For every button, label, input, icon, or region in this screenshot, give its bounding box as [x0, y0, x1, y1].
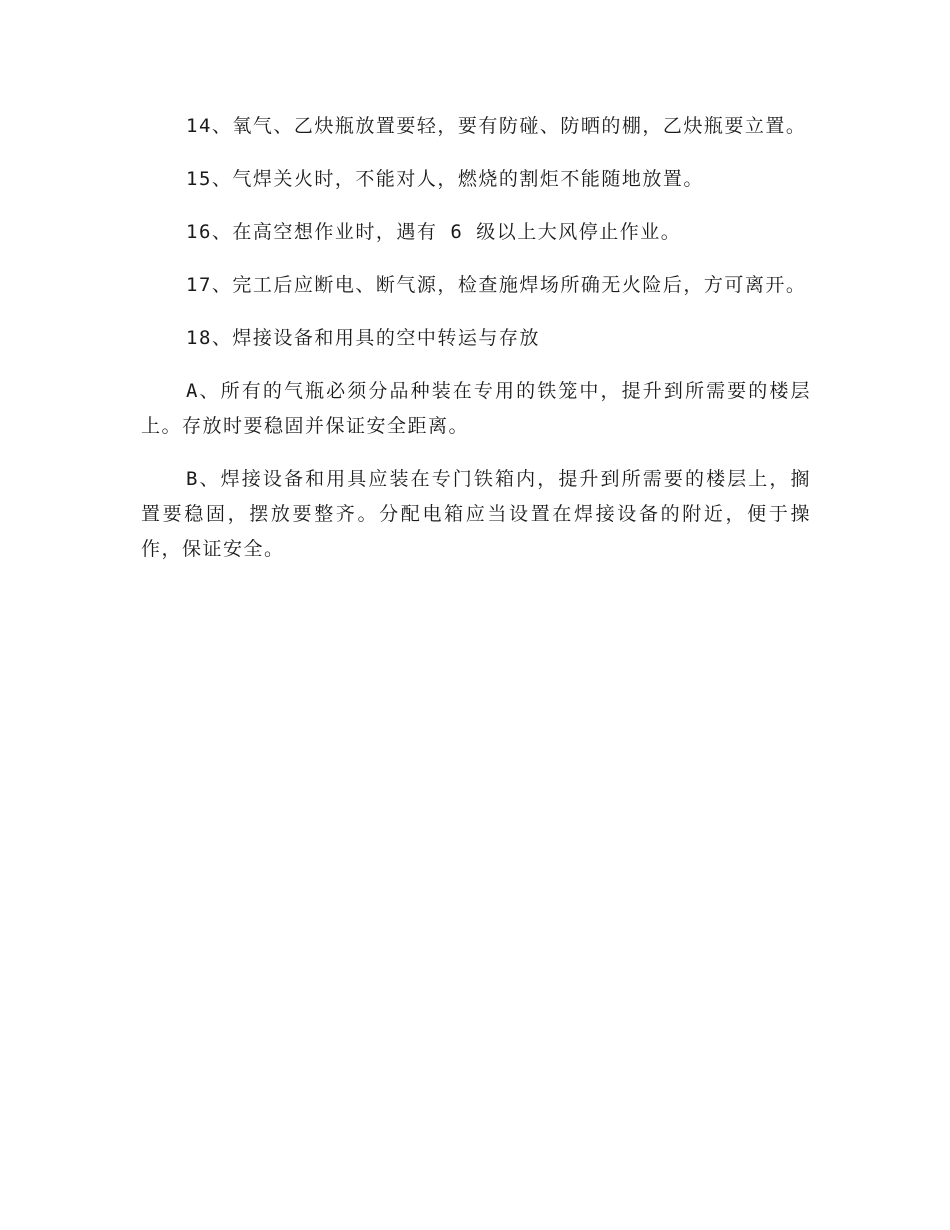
paragraph-item-14: 14、氧气、乙炔瓶放置要轻，要有防碰、防晒的棚，乙炔瓶要立置。 [186, 115, 807, 137]
paragraph-item-b: B、焊接设备和用具应装在专门铁箱内，提升到所需要的楼层上，搁置要稳固，摆放要整齐。分配电箱应当设置在焊接设备的附近，便于操作，保证安全。 [141, 468, 811, 560]
paragraph-item-a: A、所有的气瓶必须分品种装在专用的铁笼中，提升到所需要的楼层上。存放时要稳固并保证安全距离。 [141, 380, 811, 437]
paragraph-item-16: 16、在高空想作业时，遇有 6 级以上大风停止作业。 [186, 221, 682, 243]
document-body [141, 109, 811, 585]
paragraph-item-17: 17、完工后应断电、断气源，检查施焊场所确无火险后，方可离开。 [186, 274, 807, 296]
paragraph-item-18: 18、焊接设备和用具的空中转运与存放 [186, 327, 540, 349]
paragraph-item-15: 15、气焊关火时，不能对人，燃烧的割炬不能随地放置。 [186, 168, 704, 190]
